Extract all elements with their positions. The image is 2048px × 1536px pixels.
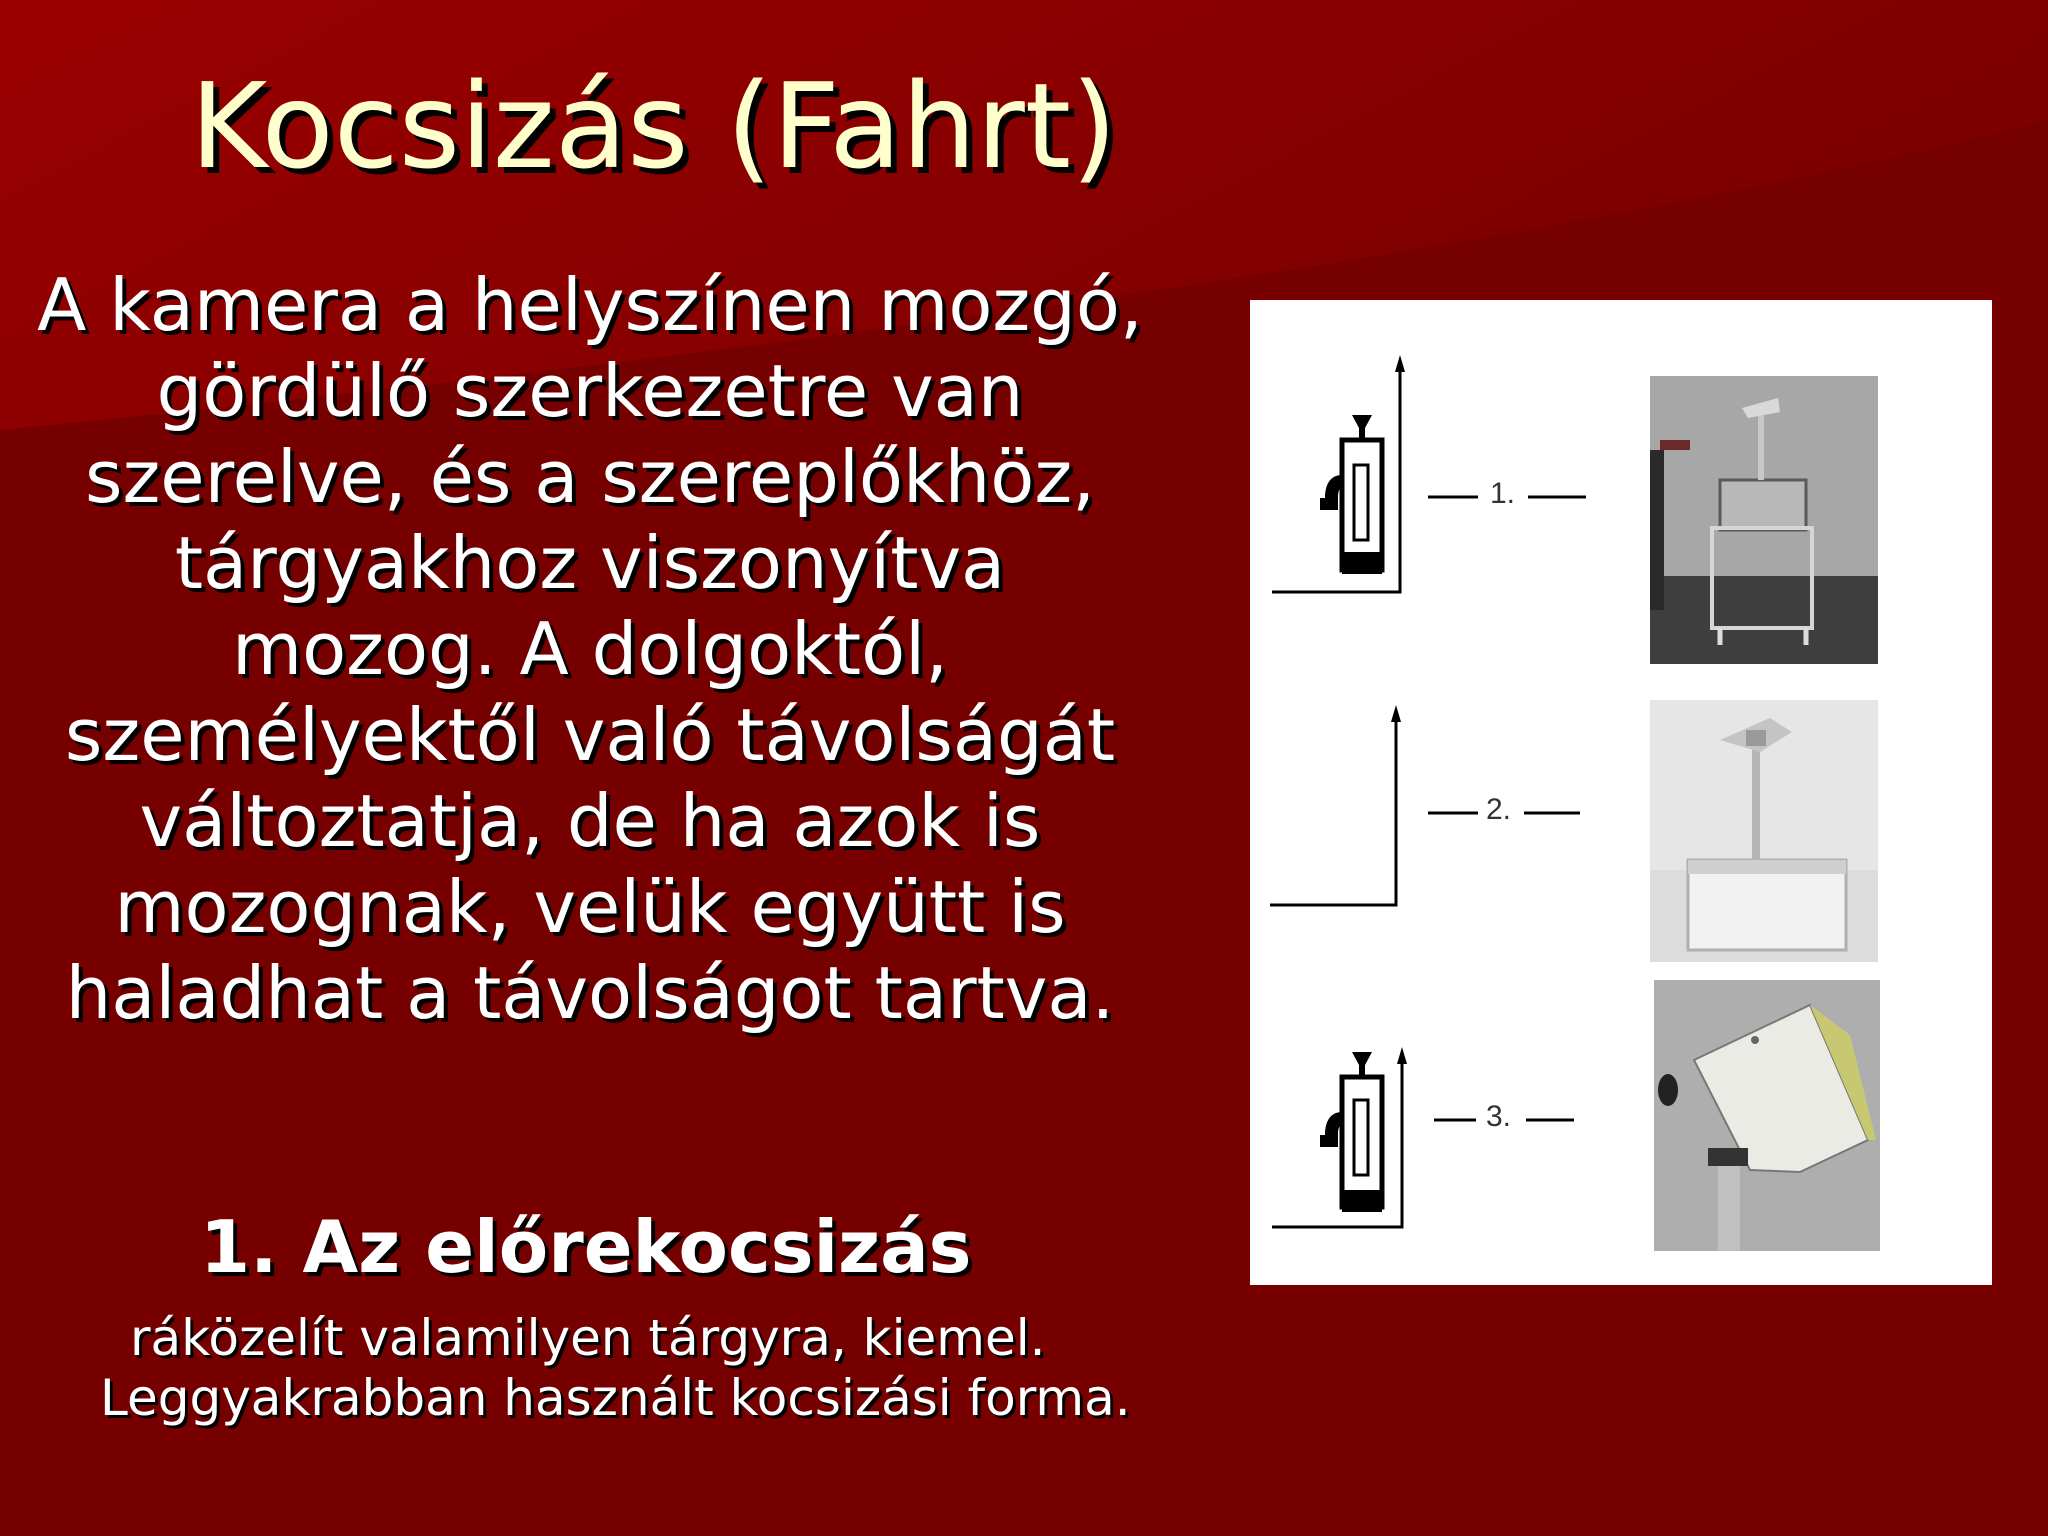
step-1-diagram	[1272, 355, 1586, 592]
camera-icon	[1320, 1052, 1382, 1212]
step-2-diagram	[1270, 705, 1580, 905]
description-paragraph	[100, 1308, 1160, 1428]
body-line: mozog. A dolgoktól,	[231, 607, 949, 691]
slide-title: Kocsizás (Fahrt)	[190, 57, 1118, 195]
body-line: gördülő szerkezetre van	[156, 349, 1024, 433]
subheading-forward-dolly: 1. Az előrekocsizás	[200, 1205, 972, 1289]
body-line: változtatja, de ha azok is	[139, 779, 1041, 863]
dolly-diagram-panel	[1250, 300, 1992, 1285]
body-line: személyektől való távolságát	[64, 693, 1116, 777]
photo-dolly-wide	[1650, 376, 1878, 664]
body-line: szerelve, és a szereplőkhöz,	[84, 435, 1096, 519]
description-line: Leggyakrabban használt kocsizási forma.	[100, 1369, 1131, 1427]
body-line: mozognak, velük együtt is	[114, 865, 1066, 949]
photo-dolly-closeup	[1654, 980, 1880, 1251]
step-label-2: 2.	[1486, 793, 1512, 826]
step-label-1: 1.	[1490, 477, 1516, 510]
body-line: tárgyakhoz viszonyítva	[174, 521, 1006, 605]
body-paragraph	[30, 262, 1150, 1036]
photo-dolly-medium	[1650, 700, 1878, 962]
body-line: haladhat a távolságot tartva.	[65, 951, 1115, 1035]
step-3-diagram	[1272, 1047, 1574, 1227]
step-label-3: 3.	[1486, 1100, 1512, 1133]
camera-icon	[1320, 415, 1382, 574]
body-line: A kamera a helyszínen mozgó,	[37, 263, 1143, 347]
description-line: ráközelít valamilyen tárgyra, kiemel.	[130, 1309, 1046, 1367]
dolly-diagram	[1250, 300, 1992, 1285]
